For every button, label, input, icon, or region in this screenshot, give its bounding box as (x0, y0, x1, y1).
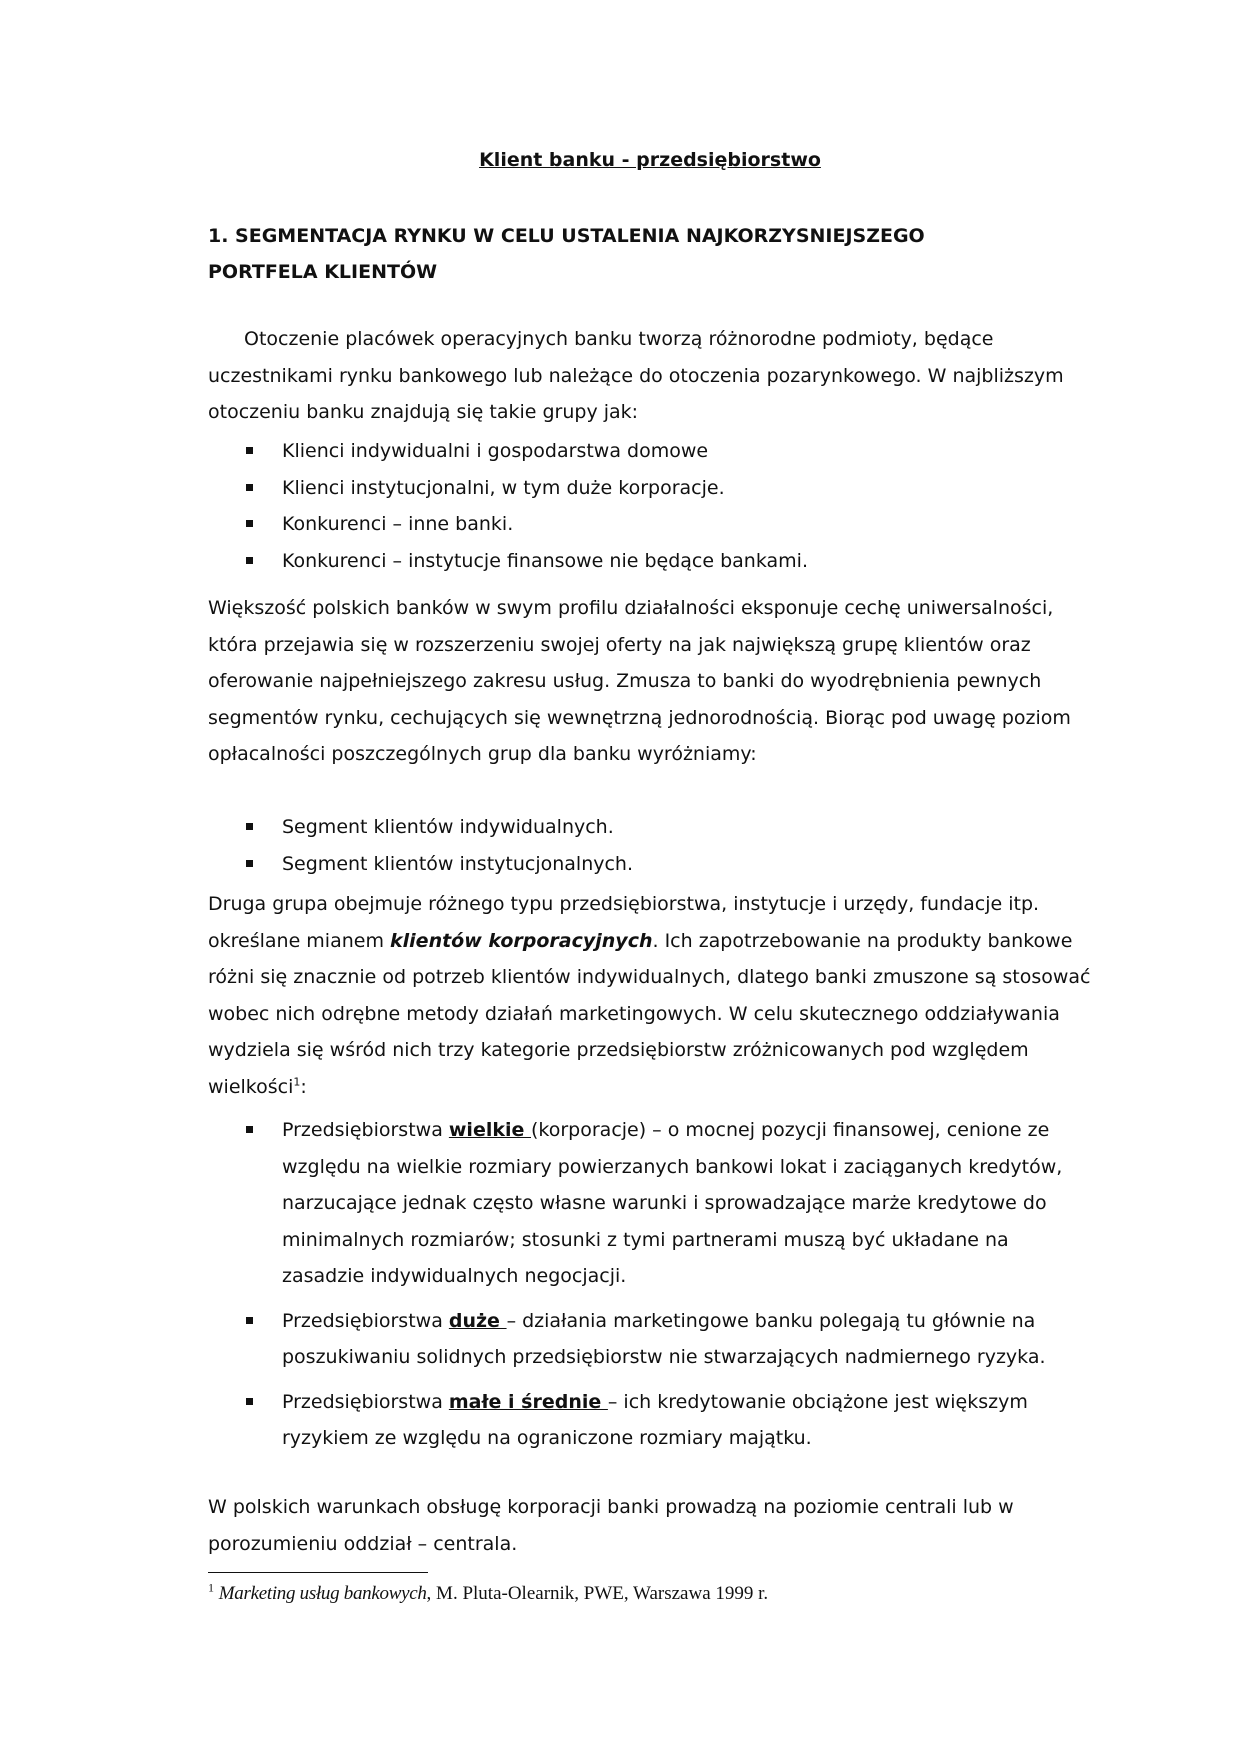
paragraph-text: : (300, 1075, 307, 1098)
segments-list (208, 809, 1092, 882)
list-item-text: Segment klientów instytucjonalnych. (282, 852, 634, 875)
list-item (208, 543, 1092, 580)
bullet-icon (246, 484, 253, 491)
category-prefix: Przedsiębiorstwa (282, 1309, 449, 1332)
list-item (208, 470, 1092, 507)
list-item-text: Segment klientów indywidualnych. (282, 816, 614, 838)
bullet-icon (246, 823, 253, 830)
emphasis-term: klientów korporacyjnych (390, 929, 653, 952)
universality-paragraph: Większość polskich banków w swym profilu działalności eksponuje cechę uniwersalności, która przejawia się w rozszerzeniu swojej oferty na jak największą grupę klientów oraz oferowanie najpełniejszego zakresu usług. Zmusza to banki do wyodrębnienia pewnych segmentów rynku, cechujących się wewnętrzną jednorodnością. Biorąc pod uwagę poziom opłacalności poszczególnych grup dla banku wyróżniamy: (208, 597, 1071, 765)
section-heading (208, 218, 1092, 290)
bullet-icon (246, 520, 253, 527)
list-item (208, 433, 1092, 470)
bullet-icon (246, 447, 253, 454)
list-item (208, 1303, 1092, 1376)
list-item-text: Konkurenci – inne banki. (282, 513, 514, 535)
category-size: duże (448, 1309, 507, 1332)
section-heading-line-2: PORTFELA KLIENTÓW (208, 261, 438, 283)
list-item (208, 1384, 1092, 1457)
category-prefix: Przedsiębiorstwa (282, 1390, 449, 1413)
footnote (208, 1580, 1092, 1608)
intro-paragraph: Otoczenie placówek operacyjnych banku tworzą różnorodne podmioty, będące uczestnikami rynku bankowego lub należące do otoczenia pozarynkowego. W najbliższym otoczeniu banku znajdują się takie grupy jak: (208, 328, 1064, 423)
bullet-icon (246, 1398, 253, 1405)
footnote-source-details: , M. Pluta-Olearnik, PWE, Warszawa 1999 r. (426, 1583, 769, 1604)
list-item (208, 846, 1092, 883)
list-item (208, 1112, 1092, 1295)
footnote-source-title: Marketing usług bankowych (218, 1583, 427, 1604)
paragraph-text: Druga grupa obejmuje różnego typu przedsiębiorstwa, instytucje i urzędy, fundacje itp. określane mianem (208, 893, 1040, 952)
list-item (208, 506, 1092, 543)
category-size: małe i średnie (448, 1390, 608, 1413)
section-heading-line-1: 1. SEGMENTACJA RYNKU W CELU USTALENIA NAJKORZYSNIEJSZEGO (208, 225, 925, 247)
bullet-icon (246, 860, 253, 867)
company-categories-list (208, 1112, 1092, 1457)
footnote-reference[interactable]: 1 (293, 1075, 301, 1089)
paragraph-text: . Ich zapotrzebowanie na produkty bankowe różni się znacznie od potrzeb klientów indywidualnych, dlatego banki zmuszone są stosować wobec nich odrębne metody działań marketingowych. W celu skutecznego oddziaływania wydziela się wśród nich trzy kategorie przedsiębiorstw zróżnicowanych pod względem wielkości (208, 929, 1091, 1098)
bullet-icon (246, 1317, 253, 1324)
list-item-text: Klienci indywidualni i gospodarstwa domowe (282, 440, 709, 462)
closing-paragraph: W polskich warunkach obsługę korporacji banki prowadzą na poziomie centrali lub w porozumieniu oddział – centrala. (208, 1496, 1014, 1555)
document-title: Klient banku - przedsiębiorstwo (479, 149, 821, 171)
category-text: – ich kredytowanie obciążone jest większym ryzykiem ze względu na ograniczone rozmiary majątku. (282, 1390, 1028, 1449)
category-size: wielkie (448, 1119, 531, 1141)
category-text: – działania marketingowe banku polegają tu głównie na poszukiwaniu solidnych przedsiębiorstw nie stwarzających nadmiernego ryzyka. (282, 1309, 1046, 1368)
category-text: (korporacje) – o mocnej pozycji finansowej, cenione ze względu na wielkie rozmiary powierzanych bankowi lokat i zaciąganych kredytów, narzucające jednak często własne warunki i sprowadzające marże kredytowe do minimalnych rozmiarów; stosunki z tymi partnerami muszą być układane na zasadzie indywidualnych negocjacji. (282, 1119, 1063, 1287)
category-prefix: Przedsiębiorstwa (282, 1119, 449, 1141)
bullet-icon (246, 1126, 253, 1133)
footnote-separator (208, 1572, 428, 1573)
list-item-text: Konkurenci – instytucje finansowe nie będące bankami. (282, 549, 808, 572)
footnote-number: 1 (208, 1580, 214, 1595)
corporate-clients-paragraph (208, 886, 1092, 1105)
list-item (208, 809, 1092, 846)
bullet-icon (246, 557, 253, 564)
groups-list (208, 433, 1092, 579)
list-item-text: Klienci instytucjonalni, w tym duże korporacje. (282, 476, 725, 499)
